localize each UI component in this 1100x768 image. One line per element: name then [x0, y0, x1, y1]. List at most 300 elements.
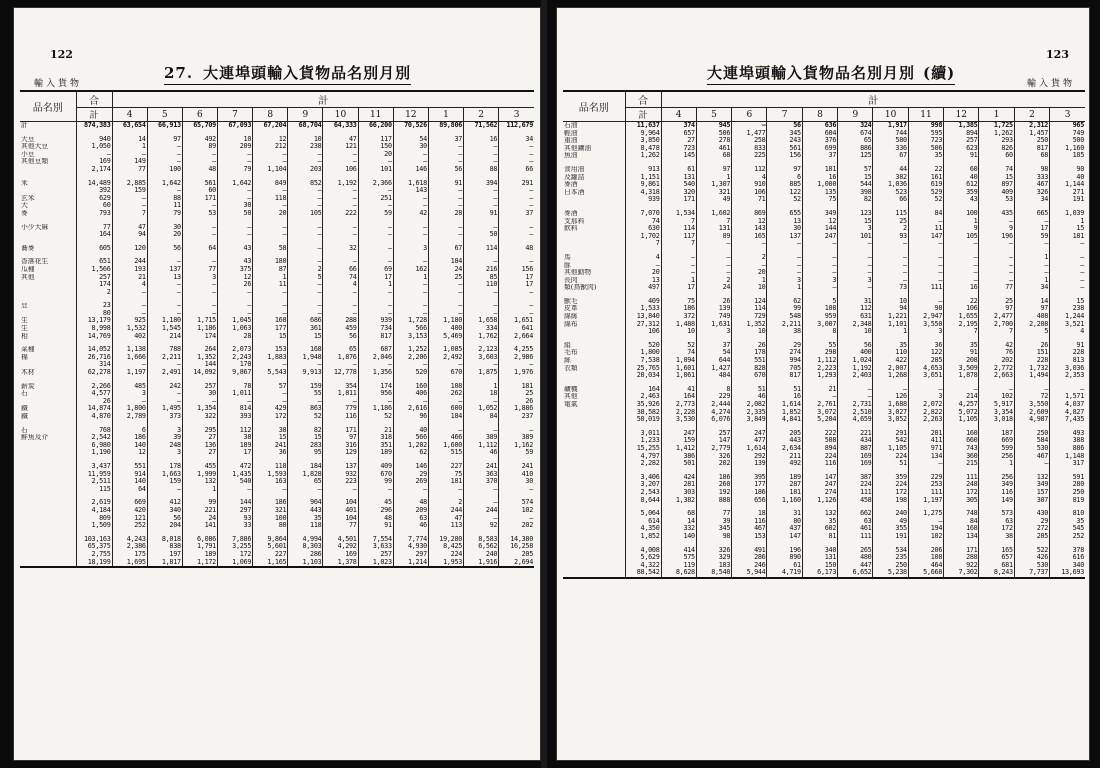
table-cell: 1,186 [182, 325, 217, 333]
table-cell: — [147, 158, 182, 166]
row-label [20, 499, 76, 507]
table-cell: 359 [944, 189, 979, 197]
table-cell: 575 [661, 554, 696, 562]
table-cell: 1,112 [802, 357, 837, 365]
table-cell: — [288, 195, 323, 203]
table-cell: 3,052 [873, 416, 908, 424]
table-cell: 5 [802, 298, 837, 306]
table-cell: 14 [1014, 298, 1049, 306]
table-cell: 3,509 [944, 365, 979, 373]
table-row [563, 357, 1085, 365]
table-cell: — [217, 398, 252, 406]
row-label [20, 442, 76, 450]
table-cell: 47 [112, 224, 147, 232]
table-cell: 6,173 [802, 569, 837, 578]
table-cell: 296 [358, 507, 393, 515]
table-cell: — [358, 245, 393, 253]
table-cell: 6,076 [696, 416, 731, 424]
table-cell: 4,577 [76, 390, 112, 398]
table-row [563, 554, 1085, 562]
table-cell: — [288, 187, 323, 195]
table-row [563, 533, 1085, 541]
table-cell: 149 [979, 497, 1014, 505]
table-cell: 224 [838, 481, 873, 489]
table-cell: 37 [428, 136, 463, 144]
table-cell: 30 [393, 143, 428, 151]
table-cell: 7,435 [1050, 416, 1085, 424]
row-label [20, 515, 76, 523]
table-row [20, 289, 534, 297]
table-cell: — [464, 398, 499, 406]
table-cell: 55 [288, 390, 323, 398]
table-cell: 80 [76, 310, 112, 318]
table-cell: 410 [499, 471, 534, 479]
table-cell: 455 [182, 463, 217, 471]
table-cell: 326 [696, 453, 731, 461]
group-header: 計 [661, 91, 1085, 108]
table-cell: 187 [979, 430, 1014, 438]
table-cell: 31 [767, 510, 802, 518]
table-cell: — [944, 254, 979, 262]
table-cell: 826 [979, 145, 1014, 153]
table-cell: 1,252 [393, 346, 428, 354]
table-cell: 1,126 [802, 497, 837, 505]
table-cell: 99 [358, 478, 393, 486]
table-cell: 437 [767, 525, 802, 533]
table-cell: — [358, 486, 393, 494]
table-cell: 2,634 [767, 445, 802, 453]
table-cell: 67,204 [253, 122, 288, 130]
table-cell: 14,380 [499, 536, 534, 544]
table-cell: 529 [908, 189, 943, 197]
row-label: 薪炭 [21, 382, 35, 390]
table-cell: 59 [1014, 233, 1049, 241]
table-cell: 355 [873, 525, 908, 533]
table-cell: — [908, 277, 943, 285]
table-cell: — [358, 310, 393, 318]
table-cell: 402 [112, 333, 147, 341]
table-cell: 4,255 [499, 346, 534, 354]
table-cell: 320 [661, 189, 696, 197]
table-cell: 1,999 [182, 471, 217, 479]
table-row [20, 486, 534, 494]
table-cell: — [838, 240, 873, 248]
table-cell: 101 [802, 166, 837, 174]
table-cell: 1,105 [944, 416, 979, 424]
table-cell: — [288, 224, 323, 232]
table-row [563, 518, 1085, 526]
table-cell: 84 [464, 413, 499, 421]
table-cell: 810 [1050, 510, 1085, 518]
table-cell: 1,192 [838, 365, 873, 373]
table-cell: 644 [696, 357, 731, 365]
table-cell: 37 [696, 342, 731, 350]
table-cell: 388 [1050, 437, 1085, 445]
table-cell: 1,875 [464, 369, 499, 377]
table-cell: 3 [112, 390, 147, 398]
table-cell: 2,211 [147, 354, 182, 362]
table-cell: 118 [253, 195, 288, 203]
table-cell: 5,917 [979, 401, 1014, 409]
table-cell: 1 [979, 460, 1014, 468]
table-cell: 1,948 [288, 354, 323, 362]
table-row [20, 499, 534, 507]
row-label: 支那料 [564, 217, 585, 225]
table-cell: 2,773 [661, 401, 696, 409]
table-cell: 88 [147, 195, 182, 203]
table-cell: 7,554 [358, 536, 393, 544]
table-cell: 184 [428, 413, 463, 421]
table-cell: 484 [696, 372, 731, 380]
table-cell: 59 [358, 210, 393, 218]
table-cell: 5,629 [625, 554, 661, 562]
table-cell: 250 [1014, 137, 1049, 145]
table-cell: 6,086 [182, 536, 217, 544]
table-cell: 224 [802, 453, 837, 461]
table-cell: — [625, 262, 661, 270]
table-cell: — [253, 151, 288, 159]
table-cell: 71,562 [464, 122, 499, 130]
table-cell: 75 [661, 298, 696, 306]
table-cell: 464 [908, 562, 943, 570]
table-cell: 372 [661, 313, 696, 321]
table-cell: 398 [838, 189, 873, 197]
table-cell: — [696, 262, 731, 270]
table-cell: 1,412 [661, 445, 696, 453]
table-cell: 669 [112, 499, 147, 507]
table-cell: 54 [696, 349, 731, 357]
table-row [563, 365, 1085, 373]
table-cell: 229 [908, 474, 943, 482]
table-cell: 100 [147, 166, 182, 174]
table-cell: 178 [732, 349, 767, 357]
table-cell: 321 [696, 189, 731, 197]
table-cell: 4 [625, 254, 661, 262]
table-cell: — [661, 269, 696, 277]
table-cell: 120 [112, 245, 147, 253]
table-cell: 171 [323, 427, 358, 435]
table-row [563, 298, 1085, 306]
table-cell: 4,243 [112, 536, 147, 544]
table-cell: — [464, 515, 499, 523]
table-cell: 4,653 [908, 365, 943, 373]
table-cell: 2,491 [147, 369, 182, 377]
table-cell: — [979, 386, 1014, 394]
table-cell: 77 [979, 284, 1014, 292]
table-row [563, 547, 1085, 555]
table-cell: 1,800 [625, 349, 661, 357]
table-row [563, 174, 1085, 182]
table-cell: 112 [838, 305, 873, 313]
table-cell: 994 [767, 357, 802, 365]
row-label: 其他豆類 [21, 158, 49, 166]
table-cell: 272 [1014, 525, 1049, 533]
table-cell: 65 [323, 346, 358, 354]
table-cell: 612 [944, 181, 979, 189]
table-cell: 7 [661, 240, 696, 248]
row-label: 小豆 [21, 150, 35, 158]
table-cell: 1,192 [323, 180, 358, 188]
table-cell: 27 [182, 449, 217, 457]
table-cell: 1,180 [147, 317, 182, 325]
table-cell: 205 [767, 430, 802, 438]
table-cell: 1,976 [499, 369, 534, 377]
row-label [20, 398, 76, 406]
table-cell: 17 [499, 281, 534, 289]
table-cell: 77 [696, 510, 731, 518]
table-cell: 548 [767, 313, 802, 321]
table-cell: 238 [288, 143, 323, 151]
table-cell: 1,105 [873, 445, 908, 453]
table-cell: 74 [979, 166, 1014, 174]
table-cell: 393 [217, 413, 252, 421]
table-cell: 522 [1014, 547, 1049, 555]
table-cell: 62 [767, 298, 802, 306]
table-cell: — [323, 202, 358, 210]
table-cell: 269 [393, 478, 428, 486]
table-cell: 162 [393, 266, 428, 274]
row-label [20, 231, 76, 239]
table-cell: 110 [873, 349, 908, 357]
table-cell: — [428, 302, 463, 310]
table-title-text: 大連埠頭輸入貨物品名別月別 [203, 64, 412, 82]
table-cell: 108 [802, 305, 837, 313]
table-cell: 1,262 [979, 130, 1014, 138]
table-cell: 670 [732, 372, 767, 380]
table-cell: 103,163 [76, 536, 112, 544]
row-label [20, 361, 76, 369]
table-cell: 2,986 [499, 354, 534, 362]
table-cell: 250 [1050, 489, 1085, 497]
table-cell: 28 [428, 210, 463, 218]
table-cell: 13,840 [625, 313, 661, 321]
table-cell: 1,571 [1050, 393, 1085, 401]
table-cell: 1,378 [323, 559, 358, 568]
table-cell: — [147, 398, 182, 406]
table-cell: 91 [944, 152, 979, 160]
table-cell: 1 [253, 274, 288, 282]
table-cell: — [323, 158, 358, 166]
table-row [563, 181, 1085, 189]
table-cell: 1,791 [182, 543, 217, 551]
table-cell: 111 [908, 284, 943, 292]
table-cell: 131 [696, 225, 731, 233]
table-cell: 508 [802, 437, 837, 445]
table-cell: — [696, 240, 731, 248]
table-cell: — [1014, 460, 1049, 468]
table-cell: 1,112 [464, 442, 499, 450]
table-cell: 655 [767, 210, 802, 218]
table-cell: — [499, 224, 534, 232]
table-cell: 965 [1050, 122, 1085, 130]
table-row [563, 525, 1085, 533]
table-cell: 56 [147, 245, 182, 253]
table-cell: — [428, 398, 463, 406]
table-cell: 11,959 [76, 471, 112, 479]
table-cell: 998 [908, 122, 943, 130]
table-row [563, 489, 1085, 497]
table-cell: 101 [358, 166, 393, 174]
table-cell: 115 [76, 486, 112, 494]
table-cell: 250 [1014, 430, 1049, 438]
table-row [20, 346, 534, 354]
table-cell: 1,382 [661, 497, 696, 505]
table-cell: 168 [253, 317, 288, 325]
table-cell: 932 [323, 471, 358, 479]
table-cell: — [217, 289, 252, 297]
table-cell: 414 [661, 547, 696, 555]
table-cell: 305 [944, 497, 979, 505]
table-cell: 24 [428, 266, 463, 274]
table-cell: 15 [288, 333, 323, 341]
table-cell: 40 [1050, 174, 1085, 182]
table-cell: — [979, 218, 1014, 226]
table-cell: 7 [661, 218, 696, 226]
row-label: 其他動物 [564, 269, 592, 277]
row-label [563, 554, 625, 562]
row-label [563, 481, 625, 489]
table-cell: — [1050, 269, 1085, 277]
table-cell: 177 [253, 325, 288, 333]
table-cell: 467 [732, 525, 767, 533]
table-cell: 30 [147, 224, 182, 232]
column-header: 12 [393, 108, 428, 122]
table-cell: 3 [147, 427, 182, 435]
table-cell: 2,073 [217, 346, 252, 354]
table-cell: — [323, 302, 358, 310]
row-label [563, 510, 625, 518]
table-cell: 656 [732, 497, 767, 505]
table-cell: 1,852 [625, 533, 661, 541]
table-cell: 51 [767, 386, 802, 394]
table-cell: 890 [767, 554, 802, 562]
table-cell: 1,600 [428, 442, 463, 450]
table-cell: 50 [217, 210, 252, 218]
table-cell: 472 [217, 463, 252, 471]
table-cell: 63 [393, 515, 428, 523]
table-cell: 89 [182, 143, 217, 151]
table-cell: 102 [499, 507, 534, 515]
table-cell: 66 [323, 266, 358, 274]
table-cell: 164 [625, 386, 661, 394]
table-cell: 768 [76, 427, 112, 435]
table-cell: — [182, 302, 217, 310]
table-cell: 340 [147, 507, 182, 515]
table-row [20, 151, 534, 159]
table-cell: 185 [1050, 152, 1085, 160]
table-cell: 3,651 [908, 372, 943, 380]
table-cell: 3,018 [979, 416, 1014, 424]
table-cell: 24 [182, 515, 217, 523]
table-cell: 125 [838, 152, 873, 160]
table-cell: 534 [873, 547, 908, 555]
table-cell: — [908, 386, 943, 394]
table-cell: 82 [288, 427, 323, 435]
table-cell: 181 [1050, 233, 1085, 241]
table-cell: 18 [732, 510, 767, 518]
table-cell: — [464, 289, 499, 297]
table-cell: 13,179 [76, 317, 112, 325]
table-cell: 1,725 [979, 122, 1014, 130]
table-cell: 136 [182, 442, 217, 450]
table-cell: — [323, 195, 358, 203]
table-cell: 852 [288, 180, 323, 188]
table-row [20, 317, 534, 325]
table-cell: — [428, 158, 463, 166]
table-row [563, 569, 1085, 578]
table-cell: 4,659 [838, 416, 873, 424]
table-cell: 674 [838, 130, 873, 138]
table-cell: 280 [1050, 481, 1085, 489]
table-cell: 945 [696, 122, 731, 130]
table-cell: 7 [112, 210, 147, 218]
table-cell: 7,737 [1014, 569, 1049, 578]
table-cell: 229 [696, 393, 731, 401]
table-cell: 412 [147, 499, 182, 507]
table-cell: 174 [182, 333, 217, 341]
table-cell: 56 [323, 333, 358, 341]
table-cell: 4,930 [393, 543, 428, 551]
table-row [563, 510, 1085, 518]
table-cell: 25 [428, 274, 463, 282]
table-cell: 1,642 [147, 180, 182, 188]
table-cell: — [1050, 284, 1085, 292]
table-cell: 2,211 [767, 321, 802, 329]
table-cell: 48 [499, 245, 534, 253]
table-cell: 143 [732, 225, 767, 233]
table-cell: 97 [979, 305, 1014, 313]
table-cell: 206 [908, 547, 943, 555]
table-cell: 27 [661, 137, 696, 145]
table-cell: 443 [288, 507, 323, 515]
table-cell: 387 [838, 474, 873, 482]
table-cell: 1,352 [732, 321, 767, 329]
table-cell: 191 [1050, 196, 1085, 204]
table-cell: 1 [767, 284, 802, 292]
row-label: 生 [21, 325, 28, 333]
table-cell: 6 [112, 427, 147, 435]
table-cell: — [908, 518, 943, 526]
table-cell: 251 [358, 195, 393, 203]
table-cell: 1,293 [802, 372, 837, 380]
table-cell: 34 [1014, 196, 1049, 204]
table-cell: 257 [358, 551, 393, 559]
table-cell: 56 [147, 515, 182, 523]
table-cell: 566 [393, 434, 428, 442]
table-cell: 723 [661, 145, 696, 153]
row-label: 豆 [21, 302, 28, 310]
row-label [563, 547, 625, 555]
table-cell: 88 [464, 166, 499, 174]
table-cell: 89,806 [428, 122, 463, 130]
table-cell: — [217, 158, 252, 166]
table-cell: 2,542 [76, 434, 112, 442]
table-cell: 2,366 [358, 180, 393, 188]
table-cell: 18,199 [76, 559, 112, 568]
table-cell: 670 [428, 369, 463, 377]
table-cell: 2,511 [76, 478, 112, 486]
row-label: 玄米 [21, 194, 35, 202]
table-cell: 5,543 [253, 369, 288, 377]
column-header: 9 [288, 108, 323, 122]
table-cell: 2,174 [76, 166, 112, 174]
table-cell: 3,550 [908, 321, 943, 329]
table-cell: — [908, 460, 943, 468]
table-cell: — [802, 262, 837, 270]
table-cell: 60 [944, 166, 979, 174]
table-cell: 264 [182, 346, 217, 354]
row-label [563, 497, 625, 505]
